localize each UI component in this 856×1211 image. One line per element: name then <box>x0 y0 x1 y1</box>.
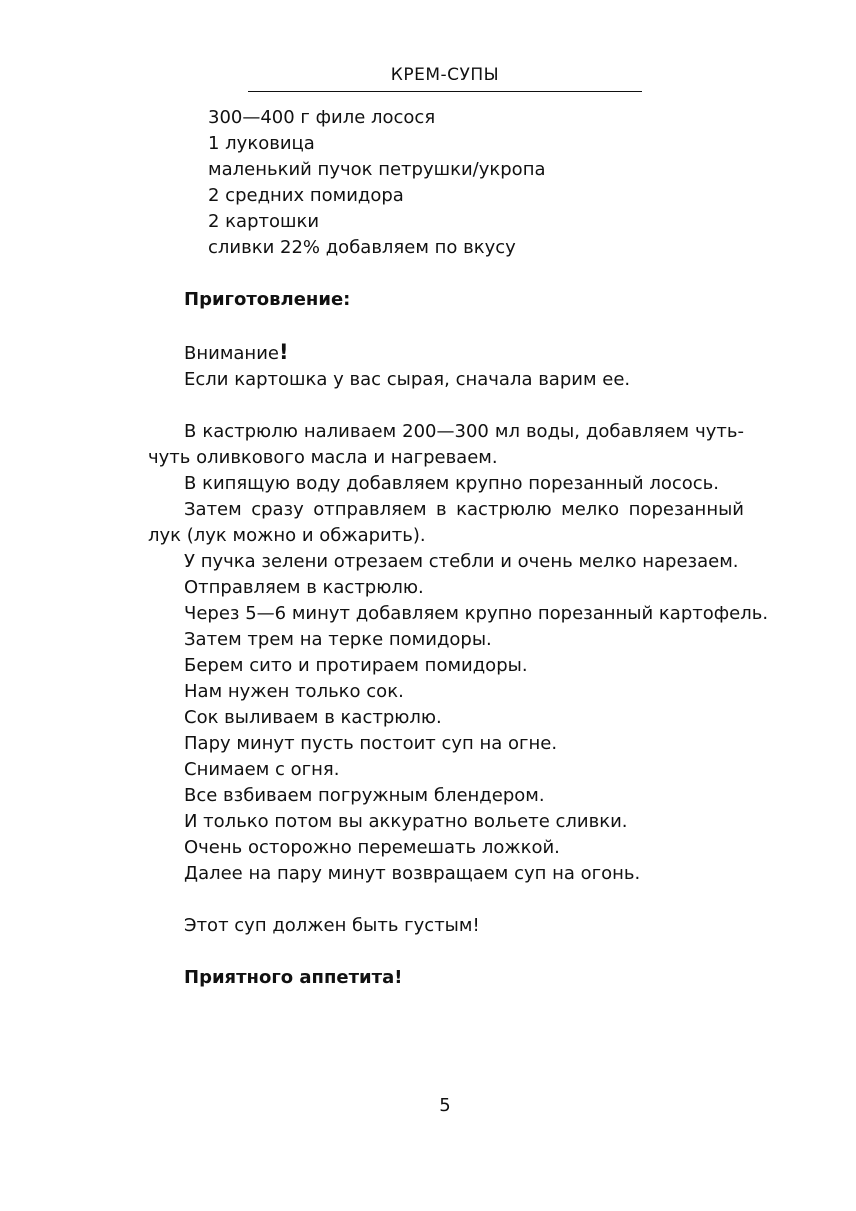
preparation-heading: Приготовление: <box>184 289 351 310</box>
ingredient-item: сливки 22% добавляем по вкусу <box>208 237 516 258</box>
step-paragraph: Снимаем с огня. <box>184 759 340 780</box>
attention-text: Если картошка у вас сырая, сначала варим ее. <box>184 369 631 390</box>
running-header: КРЕМ-СУПЫ <box>390 65 500 85</box>
closing-text: Приятного аппетита! <box>184 967 403 988</box>
ingredient-item: 1 луковица <box>208 133 315 154</box>
spacer <box>148 887 744 913</box>
step-paragraph: Затем сразу отправляем в кастрюлю мелко порезанный лук (лук можно и обжарить). <box>148 499 744 546</box>
spacer <box>148 261 744 287</box>
step-paragraph: Пару минут пусть постоит суп на огне. <box>184 733 558 754</box>
step-paragraph: И только потом вы аккуратно вольете сливки. <box>184 811 628 832</box>
attention-word: Внимание <box>184 343 279 364</box>
spacer <box>148 313 744 339</box>
step-paragraph: У пучка зелени отрезаем стебли и очень мелко нарезаем. <box>184 551 739 572</box>
header-rule <box>248 91 642 92</box>
step-paragraph: Затем трем на терке помидоры. <box>184 629 492 650</box>
ingredient-list <box>148 105 744 261</box>
step-paragraph: Нам нужен только сок. <box>184 681 404 702</box>
attention-mark: ! <box>278 340 289 364</box>
step-paragraph: Очень осторожно перемешать ложкой. <box>184 837 560 858</box>
page-content <box>148 105 769 991</box>
step-paragraph: Берем сито и протираем помидоры. <box>184 655 528 676</box>
step-paragraph: В кастрюлю наливаем 200—300 мл воды, добавляем чуть-чуть оливкового масла и нагреваем. <box>148 421 744 468</box>
ingredient-item: 2 картошки <box>208 211 320 232</box>
spacer <box>148 939 744 965</box>
ingredient-item: 2 средних помидора <box>208 185 404 206</box>
step-paragraph: Далее на пару минут возвращаем суп на огонь. <box>184 863 641 884</box>
note-text: Этот суп должен быть густым! <box>184 915 480 936</box>
ingredient-item: маленький пучок петрушки/укропа <box>208 159 546 180</box>
step-paragraph: В кипящую воду добавляем крупно порезанный лосось. <box>184 473 719 494</box>
attention-line <box>148 339 744 367</box>
spacer <box>148 393 744 419</box>
step-paragraph: Сок выливаем в кастрюлю. <box>184 707 442 728</box>
step-paragraph: Через 5—6 минут добавляем крупно порезанный картофель. <box>184 603 769 624</box>
step-paragraph: Отправляем в кастрюлю. <box>184 577 424 598</box>
page-number: 5 <box>439 1095 451 1116</box>
step-paragraph: Все взбиваем погружным блендером. <box>184 785 545 806</box>
ingredient-item: 300—400 г филе лосося <box>208 107 436 128</box>
